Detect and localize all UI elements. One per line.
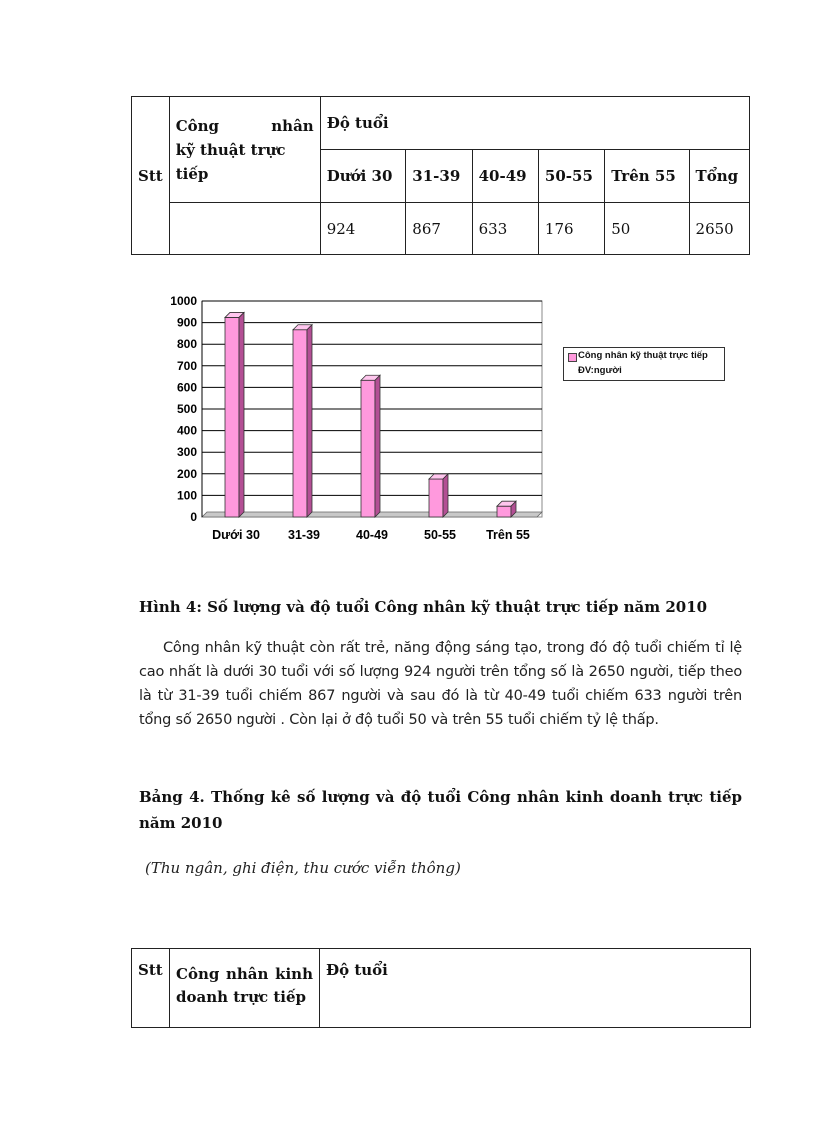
bar xyxy=(361,380,375,517)
col-header: 40-49 xyxy=(472,150,538,203)
table-4-business-workers xyxy=(131,948,751,1028)
legend-label: Công nhân kỹ thuật trực tiếp xyxy=(578,350,708,361)
age-header: Độ tuổi xyxy=(320,97,749,150)
value-cell: 2650 xyxy=(689,203,749,255)
group-header-line1: Công nhân xyxy=(175,116,314,135)
bar xyxy=(497,506,511,517)
value-cell: 633 xyxy=(472,203,538,255)
table-4-note: (Thu ngân, ghi điện, thu cước viễn thông) xyxy=(145,859,461,877)
bar-side xyxy=(307,325,312,517)
y-tick-label: 700 xyxy=(176,358,197,373)
x-tick-label: Dưới 30 xyxy=(212,528,260,542)
bar-side xyxy=(375,375,380,517)
bar-chart xyxy=(150,288,550,556)
table-4-title: Bảng 4. Thống kê số lượng và độ tuổi Công nhân kinh doanh trực tiếp năm 2010 xyxy=(139,788,742,832)
col-header: Tổng xyxy=(689,150,749,203)
y-tick-label: 1000 xyxy=(170,294,197,308)
table-3-technical-workers xyxy=(131,96,750,255)
col-header: 50-55 xyxy=(538,150,604,203)
group-header-line2: kỹ thuật trực tiếp xyxy=(175,140,286,183)
group-header xyxy=(169,97,320,203)
value-cell: 867 xyxy=(406,203,472,255)
stt-header: Stt xyxy=(132,949,170,1028)
group-header xyxy=(170,949,320,1028)
x-tick-label: 50-55 xyxy=(424,528,456,542)
col-header: Dưới 30 xyxy=(320,150,406,203)
age-header: Độ tuổi xyxy=(320,949,751,1028)
y-tick-label: 100 xyxy=(176,488,197,503)
bar xyxy=(225,317,239,517)
y-tick-label: 200 xyxy=(176,466,197,481)
y-tick-label: 400 xyxy=(176,423,197,438)
bar-side xyxy=(443,474,448,517)
body-paragraph: Công nhân kỹ thuật còn rất trẻ, năng động sáng tạo, trong đó độ tuổi chiếm tỉ lệ cao nhất là dưới 30 tuổi với số lượng 924 người trên tổng số là 2650 người, tiếp theo là từ 31-39 tuổi chiếm 867 người và sau đó là từ 40-49 tuổi chiếm 633 người trên tổng số 2650 người . Còn lại ở độ tuổi 50 và trên 55 tuổi chiếm tỷ lệ thấp. xyxy=(139,640,742,728)
x-tick-label: 40-49 xyxy=(356,528,388,542)
x-tick-label: 31-39 xyxy=(288,528,320,542)
y-tick-label: 500 xyxy=(176,402,197,416)
value-cell: 50 xyxy=(605,203,689,255)
bar xyxy=(429,479,443,517)
y-tick-label: 300 xyxy=(176,445,197,460)
chart-legend xyxy=(563,347,725,381)
group-header-line2: doanh trực tiếp xyxy=(176,988,306,1006)
value-cell: 176 xyxy=(538,203,604,255)
group-empty-cell xyxy=(169,203,320,255)
group-header-line1: Công nhân kinh xyxy=(176,965,313,983)
y-tick-label: 600 xyxy=(176,380,197,395)
y-tick-label: 0 xyxy=(190,510,197,524)
x-tick-label: Trên 55 xyxy=(486,528,530,542)
bar-side xyxy=(239,312,244,517)
y-tick-label: 900 xyxy=(176,315,197,330)
y-tick-label: 800 xyxy=(176,337,197,352)
stt-header: Stt xyxy=(132,97,170,255)
value-cell: 924 xyxy=(320,203,406,255)
col-header: 31-39 xyxy=(406,150,472,203)
legend-swatch xyxy=(568,353,577,362)
bar xyxy=(293,330,307,517)
col-header: Trên 55 xyxy=(605,150,689,203)
figure-caption: Hình 4: Số lượng và độ tuổi Công nhân kỹ thuật trực tiếp năm 2010 xyxy=(139,598,708,616)
legend-unit: ĐV:người xyxy=(578,365,622,376)
